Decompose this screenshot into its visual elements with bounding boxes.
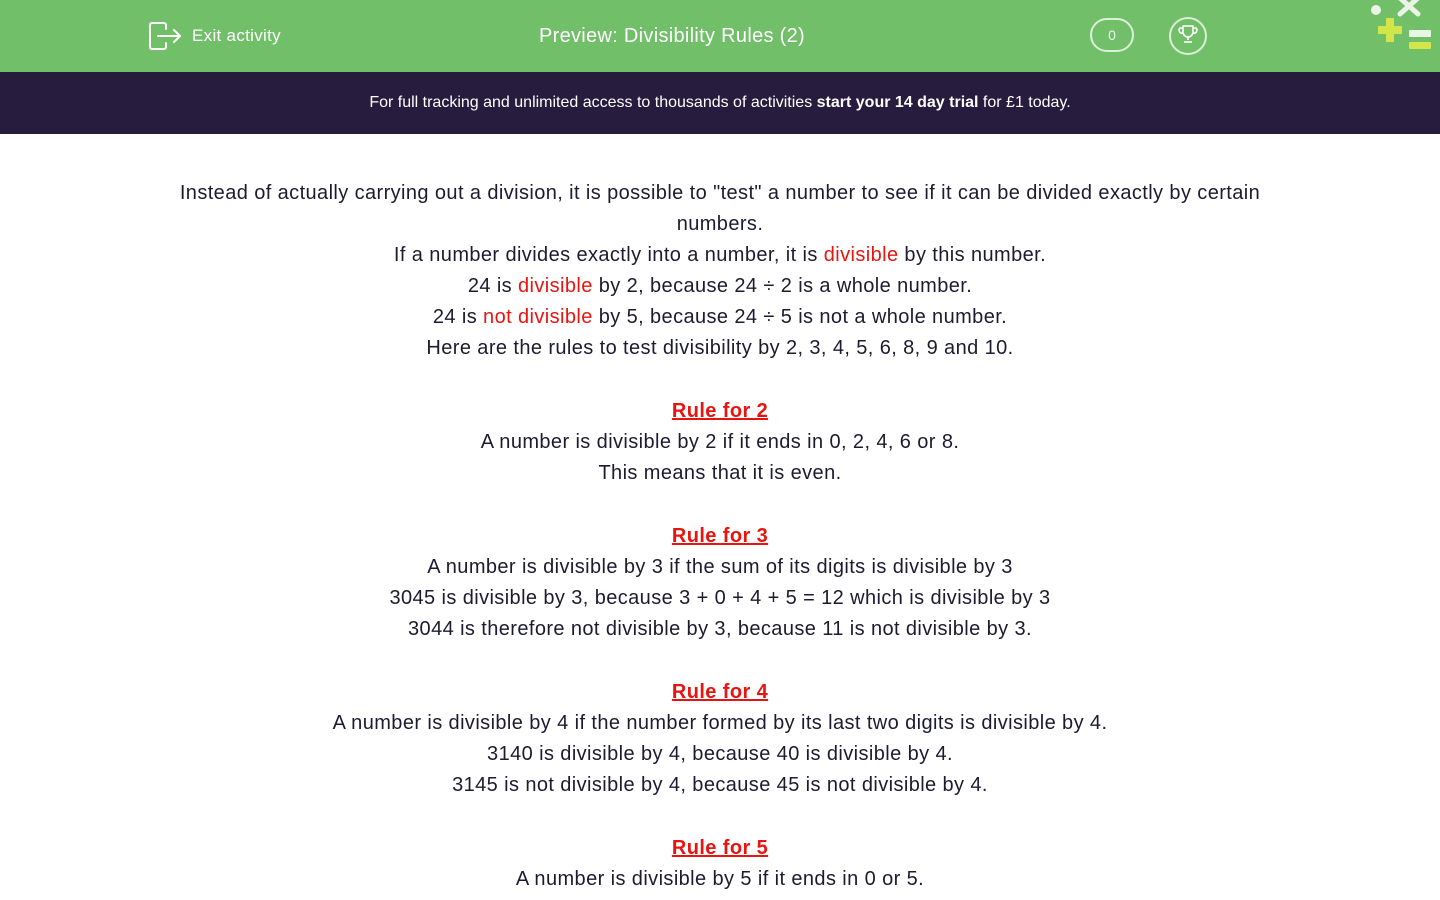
- rule-heading-4: Rule for 4: [671, 681, 769, 703]
- trophy-button[interactable]: [1169, 17, 1207, 55]
- trial-banner: [0, 72, 1440, 134]
- banner-text: For full tracking and unlimited access to thousands of activities: [369, 94, 817, 111]
- rules-intro: Here are the rules to test divisibility by 2, 3, 4, 5, 6, 8, 9 and 10.: [426, 337, 1014, 359]
- exit-activity-label: Exit activity: [192, 26, 281, 45]
- rule-line: A number is divisible by 5 if it ends in 0 or 5.: [515, 868, 925, 890]
- intro-paragraph: Instead of actually carrying out a division, it is possible to "test" a number to see if it can be divided exactly by certain numbers.: [179, 182, 1261, 235]
- score-counter: 0: [1090, 18, 1134, 52]
- rule-line: This means that it is even.: [598, 462, 842, 484]
- rule-line: 3140 is divisible by 4, because 40 is divisible by 4.: [487, 743, 953, 765]
- page-title: Preview: Divisibility Rules (2): [538, 25, 806, 47]
- rule-heading-2: Rule for 2: [671, 400, 769, 422]
- example-divisible: 24 is divisible by 2, because 24 ÷ 2 is a whole number.: [467, 275, 973, 297]
- rule-line: A number is divisible by 3 if the sum of its digits is divisible by 3: [427, 556, 1013, 578]
- lesson-content: [150, 178, 1290, 895]
- brand-logo: [1366, 0, 1440, 72]
- rule-line: A number is divisible by 2 if it ends in 0, 2, 4, 6 or 8.: [480, 431, 960, 453]
- not-divisible-term: not divisible: [483, 306, 593, 328]
- banner-suffix: for £1 today.: [978, 94, 1071, 111]
- definition-line: If a number divides exactly into a number, it is divisible by this number.: [393, 244, 1047, 266]
- trial-link[interactable]: start your 14 day trial: [816, 94, 979, 111]
- rule-heading-3: Rule for 3: [671, 525, 769, 547]
- trophy-icon: [1177, 23, 1199, 50]
- example-not-divisible: 24 is not divisible by 5, because 24 ÷ 5 is not a whole number.: [432, 306, 1008, 328]
- top-bar: [0, 0, 1440, 72]
- divisible-term: divisible: [823, 244, 899, 266]
- rule-line: 3145 is not divisible by 4, because 45 is not divisible by 4.: [452, 774, 988, 796]
- rule-line: 3045 is divisible by 3, because 3 + 0 + 4 + 5 = 12 which is divisible by 3: [389, 587, 1051, 609]
- divisible-term: divisible: [518, 275, 593, 297]
- rule-heading-5: Rule for 5: [671, 837, 769, 859]
- rule-line: 3044 is therefore not divisible by 3, because 11 is not divisible by 3.: [408, 618, 1032, 640]
- rule-line: A number is divisible by 4 if the number formed by its last two digits is divisible by 4.: [332, 712, 1108, 734]
